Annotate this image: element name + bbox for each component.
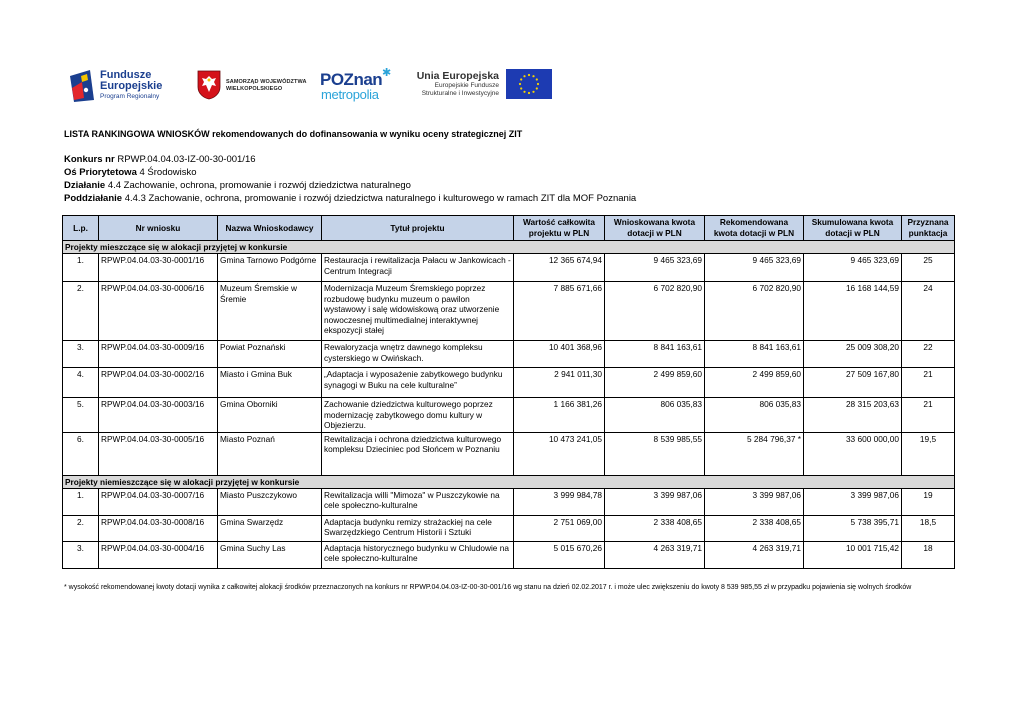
fundusze-europejskie-icon (70, 70, 94, 102)
row-wnioskodawca: Gmina Tarnowo Podgórne (218, 254, 322, 282)
meta-value: RPWP.04.04.03-IZ-00-30-001/16 (114, 154, 256, 165)
logo-bar (66, 64, 566, 106)
row-wnioskowana: 806 035,83 (605, 398, 705, 433)
poznan-metropolia-logo (320, 67, 396, 102)
meta-label: Działanie (64, 180, 106, 191)
row-skumulowana: 5 738 395,71 (804, 515, 902, 541)
samorzad-wielkopolski-logo (197, 70, 307, 104)
meta-label: Poddziałanie (64, 193, 123, 204)
row-nr-wniosku: RPWP.04.04.03-30-0004/16 (99, 541, 218, 568)
ue-line1: Unia Europejska (416, 70, 499, 82)
header-wartosc: Wartość całkowita projektu w PLN (514, 216, 605, 241)
fundusze-line1: Fundusze (100, 69, 152, 81)
row-wnioskodawca: Miasto Poznań (218, 432, 322, 475)
row-rekomendowana: 3 399 987,06 (705, 488, 804, 515)
row-wartosc: 10 401 368,96 (514, 341, 605, 368)
row-tytul: Rewitalizacja willi "Mimoza" w Puszczykowie na cele społeczno-kulturalne (322, 488, 514, 515)
row-punktacja: 19,5 (902, 432, 955, 475)
meta-os-priorytetowa (64, 167, 197, 178)
star-icon: ✱ (382, 67, 392, 79)
header-nr-wniosku: Nr wniosku (99, 216, 218, 241)
row-punktacja: 19 (902, 488, 955, 515)
meta-label: Oś Priorytetowa (64, 167, 137, 178)
row-lp: 3. (63, 541, 99, 568)
row-wartosc: 1 166 381,26 (514, 398, 605, 433)
row-wartosc: 12 365 674,94 (514, 254, 605, 282)
unia-europejska-logo (405, 68, 557, 106)
row-tytul: Rewaloryzacja wnętrz dawnego kompleksu cysterskiego w Owińskach. (322, 341, 514, 368)
row-nr-wniosku: RPWP.04.04.03-30-0005/16 (99, 432, 218, 475)
fundusze-line2: Europejskie (100, 80, 163, 92)
row-wnioskodawca: Miasto i Gmina Buk (218, 368, 322, 398)
row-lp: 3. (63, 341, 99, 368)
row-tytul: Zachowanie dziedzictwa kulturowego poprzez modernizację zabytkowego domu kultury w Objezierzu. (322, 398, 514, 433)
row-wartosc: 2 941 011,30 (514, 368, 605, 398)
meta-value: 4.4.3 Zachowanie, ochrona, promowanie i rozwój dziedzictwa naturalnego i kulturowego w ramach ZIT dla MOF Poznania (122, 193, 637, 204)
row-punktacja: 21 (902, 398, 955, 433)
eagle-shield-icon (197, 70, 221, 100)
ue-line2: Europejskie Fundusze (434, 82, 499, 90)
samorzad-line1: SAMORZĄD WOJEWÓDZTWA (226, 79, 307, 85)
ue-line3: Strukturalne i Inwestycyjne (421, 89, 499, 97)
row-rekomendowana: 9 465 323,69 (705, 254, 804, 282)
row-wnioskowana: 9 465 323,69 (605, 254, 705, 282)
header-lp: L.p. (63, 216, 99, 241)
row-tytul: Restauracja i rewitalizacja Pałacu w Jankowicach - Centrum Integracji (322, 254, 514, 282)
meta-value: 4 Środowisko (136, 167, 197, 178)
meta-konkurs (64, 154, 256, 165)
table-row (63, 341, 955, 368)
fundusze-line3: Program Regionalny (100, 93, 160, 100)
table-row (63, 282, 955, 341)
row-lp: 6. (63, 432, 99, 475)
row-nr-wniosku: RPWP.04.04.03-30-0007/16 (99, 488, 218, 515)
row-wartosc: 5 015 670,26 (514, 541, 605, 568)
row-nr-wniosku: RPWP.04.04.03-30-0006/16 (99, 282, 218, 341)
row-punktacja: 24 (902, 282, 955, 341)
row-nr-wniosku: RPWP.04.04.03-30-0001/16 (99, 254, 218, 282)
row-wnioskowana: 2 499 859,60 (605, 368, 705, 398)
group-label: Projekty mieszczące się w alokacji przyjętej w konkursie (63, 241, 955, 254)
row-wnioskodawca: Muzeum Śremskie w Śremie (218, 282, 322, 341)
row-skumulowana: 10 001 715,42 (804, 541, 902, 568)
table-row (63, 368, 955, 398)
fundusze-europejskie-logo (66, 68, 176, 106)
row-lp: 2. (63, 282, 99, 341)
group-row (63, 241, 955, 254)
row-lp: 1. (63, 254, 99, 282)
row-wartosc: 7 885 671,66 (514, 282, 605, 341)
row-tytul: „Adaptacja i wyposażenie zabytkowego budynku synagogi w Buku na cele kulturalne” (322, 368, 514, 398)
header-rekomendowana: Rekomendowana kwota dotacji w PLN (705, 216, 804, 241)
row-rekomendowana: 2 338 408,65 (705, 515, 804, 541)
row-tytul: Rewitalizacja i ochrona dziedzictwa kulturowego kompleksu Dzieciniec pod Słońcem w Poznaniu (322, 432, 514, 475)
row-lp: 4. (63, 368, 99, 398)
row-punktacja: 21 (902, 368, 955, 398)
row-rekomendowana: 8 841 163,61 (705, 341, 804, 368)
header-wnioskowana: Wnioskowana kwota dotacji w PLN (605, 216, 705, 241)
row-punktacja: 18,5 (902, 515, 955, 541)
table-row (63, 432, 955, 475)
table-row (63, 515, 955, 541)
meta-dzialanie (64, 180, 411, 191)
row-punktacja: 18 (902, 541, 955, 568)
row-wnioskowana: 3 399 987,06 (605, 488, 705, 515)
row-rekomendowana: 2 499 859,60 (705, 368, 804, 398)
poznan-line1: POZnan (320, 70, 383, 89)
row-skumulowana: 33 600 000,00 (804, 432, 902, 475)
row-skumulowana: 9 465 323,69 (804, 254, 902, 282)
row-nr-wniosku: RPWP.04.04.03-30-0002/16 (99, 368, 218, 398)
row-rekomendowana: 5 284 796,37 * (705, 432, 804, 475)
row-skumulowana: 28 315 203,63 (804, 398, 902, 433)
page-title: LISTA RANKINGOWA WNIOSKÓW rekomendowanych do dofinansowania w wyniku oceny strategicznej ZIT (64, 129, 523, 139)
header-skumulowana: Skumulowana kwota dotacji w PLN (804, 216, 902, 241)
row-wnioskodawca: Gmina Suchy Las (218, 541, 322, 568)
header-punktacja: Przyznana punktacja (902, 216, 955, 241)
table-body (63, 241, 955, 569)
row-wnioskodawca: Gmina Oborniki (218, 398, 322, 433)
table-row (63, 488, 955, 515)
row-nr-wniosku: RPWP.04.04.03-30-0003/16 (99, 398, 218, 433)
row-wnioskodawca: Miasto Puszczykowo (218, 488, 322, 515)
row-wnioskodawca: Gmina Swarzędz (218, 515, 322, 541)
eu-flag-icon (506, 69, 552, 99)
row-punktacja: 25 (902, 254, 955, 282)
row-wnioskowana: 6 702 820,90 (605, 282, 705, 341)
row-wnioskowana: 8 841 163,61 (605, 341, 705, 368)
row-skumulowana: 25 009 308,20 (804, 341, 902, 368)
table-row (63, 541, 955, 568)
group-label: Projekty niemieszczące się w alokacji przyjętej w konkursie (63, 475, 955, 488)
row-nr-wniosku: RPWP.04.04.03-30-0008/16 (99, 515, 218, 541)
row-wartosc: 3 999 984,78 (514, 488, 605, 515)
meta-poddzialanie (64, 193, 636, 204)
meta-label: Konkurs nr (64, 154, 115, 165)
row-rekomendowana: 4 263 319,71 (705, 541, 804, 568)
row-rekomendowana: 6 702 820,90 (705, 282, 804, 341)
header-wnioskodawca: Nazwa Wnioskodawcy (218, 216, 322, 241)
row-wnioskowana: 4 263 319,71 (605, 541, 705, 568)
row-wartosc: 10 473 241,05 (514, 432, 605, 475)
row-tytul: Modernizacja Muzeum Śremskiego poprzez rozbudowę budynku muzeum o pawilon wystawowy i salę widowiskową oraz utworzenie nowoczesnej multimedialnej interaktywnej ekspozycji stałej (322, 282, 514, 341)
group-row (63, 475, 955, 488)
footnote: * wysokość rekomendowanej kwoty dotacji wynika z całkowitej alokacji środków przeznaczonych na konkurs nr RPWP.04.04.03-IZ-00-30-001/16 wg stanu na dzień 02.02.2017 r. i może ulec zwiększeniu do kwoty 8 539 985,55 zł w przypadku pojawienia się wolnych środków (64, 584, 912, 591)
ranking-table (62, 215, 955, 569)
table-header-row (63, 216, 955, 241)
row-skumulowana: 16 168 144,59 (804, 282, 902, 341)
header-tytul: Tytuł projektu (322, 216, 514, 241)
row-wnioskowana: 2 338 408,65 (605, 515, 705, 541)
row-lp: 1. (63, 488, 99, 515)
samorzad-line2: WIELKOPOLSKIEGO (226, 85, 283, 92)
row-rekomendowana: 806 035,83 (705, 398, 804, 433)
row-tytul: Adaptacja budynku remizy strażackiej na cele Swarzędzkiego Centrum Historii i Sztuki (322, 515, 514, 541)
row-wartosc: 2 751 069,00 (514, 515, 605, 541)
row-lp: 5. (63, 398, 99, 433)
row-nr-wniosku: RPWP.04.04.03-30-0009/16 (99, 341, 218, 368)
row-skumulowana: 3 399 987,06 (804, 488, 902, 515)
meta-value: 4.4 Zachowanie, ochrona, promowanie i rozwój dziedzictwa naturalnego (105, 180, 411, 191)
row-punktacja: 22 (902, 341, 955, 368)
row-lp: 2. (63, 515, 99, 541)
poznan-line2: metropolia (321, 87, 379, 102)
row-tytul: Adaptacja historycznego budynku w Chludowie na cele społeczno-kulturalne (322, 541, 514, 568)
row-skumulowana: 27 509 167,80 (804, 368, 902, 398)
row-wnioskodawca: Powiat Poznański (218, 341, 322, 368)
row-wnioskowana: 8 539 985,55 (605, 432, 705, 475)
table-row (63, 398, 955, 433)
table-row (63, 254, 955, 282)
